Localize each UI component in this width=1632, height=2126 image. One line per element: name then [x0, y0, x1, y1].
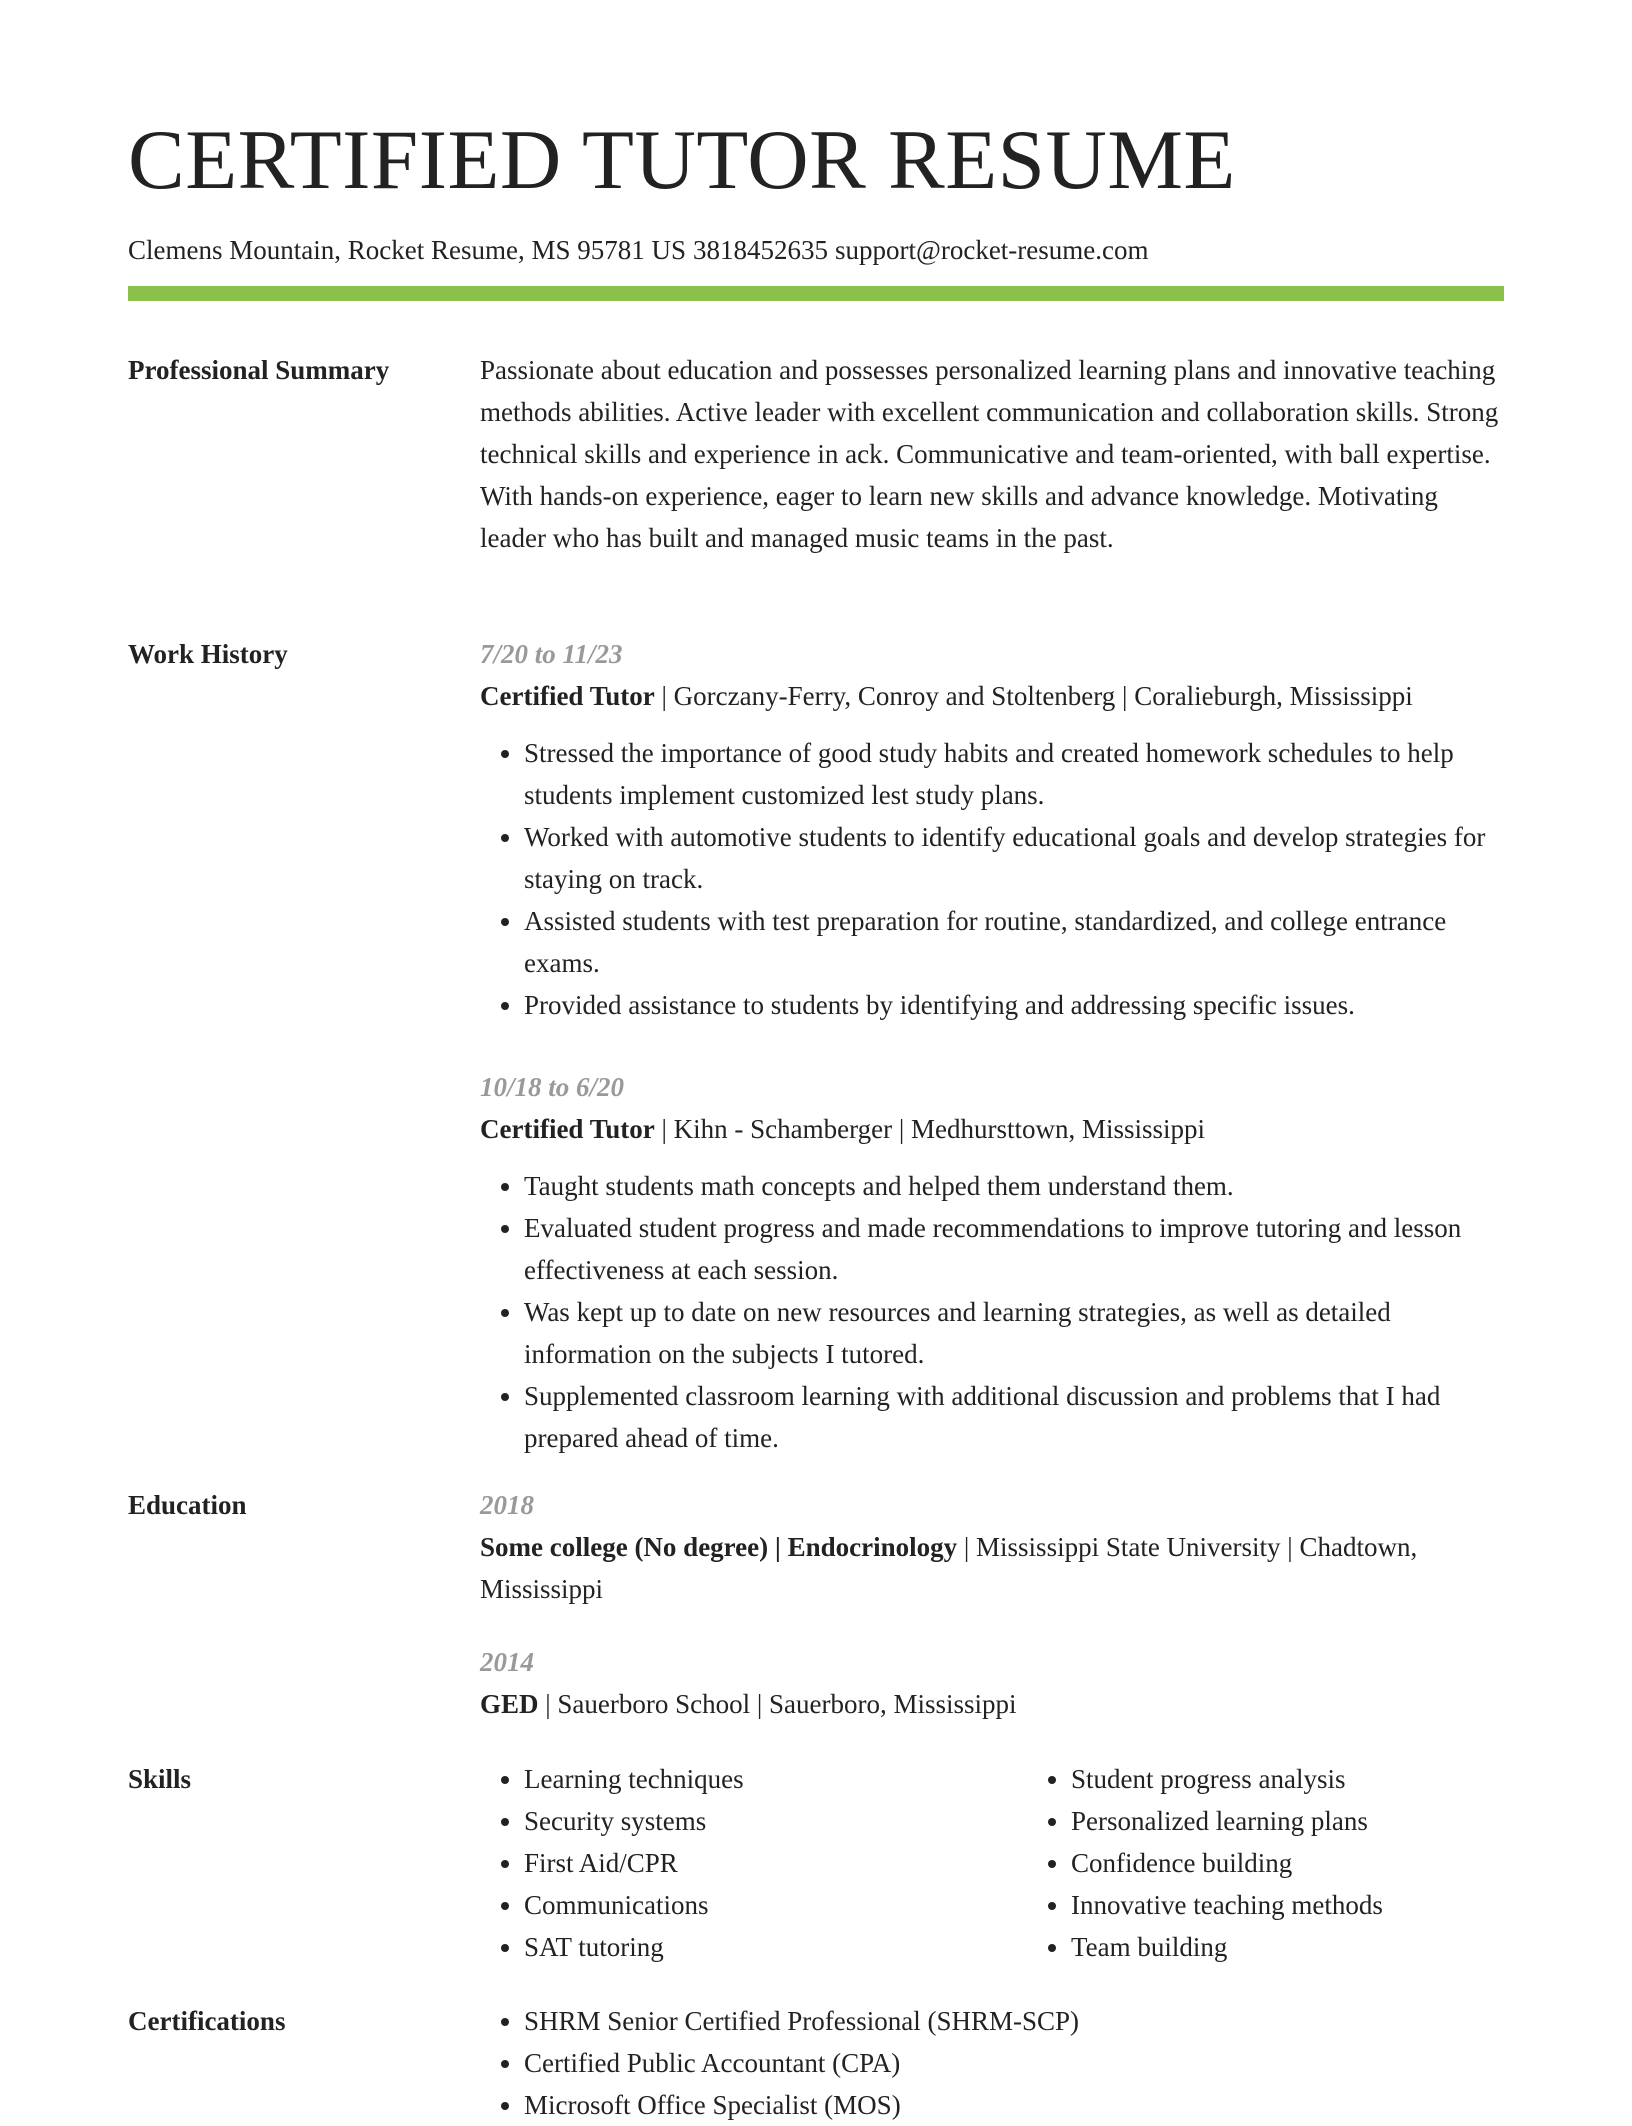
job-details: | Kihn - Schamberger | Medhursttown, Mississippi — [654, 1114, 1206, 1144]
skill-item: • Learning techniques — [524, 1758, 984, 1800]
certifications-list — [480, 2000, 1504, 2126]
education-year: 2018 — [480, 1490, 534, 1520]
job-bullet: • Evaluated student progress and made recommendations to improve tutoring and lesson effectiveness at each session. — [524, 1207, 1504, 1291]
education-year: 2014 — [480, 1647, 534, 1677]
skills-columns — [480, 1758, 1504, 1968]
skill-item: • First Aid/CPR — [524, 1842, 984, 1884]
contact-phone: 3818452635 — [692, 235, 828, 265]
job-bullets — [480, 732, 1504, 1026]
job-bullet: • Assisted students with test preparation for routine, standardized, and college entrance exams. — [524, 900, 1504, 984]
education-heading — [480, 1526, 1504, 1610]
section-label-education: Education — [128, 1490, 247, 1520]
education-details: | Mississippi State University | Chadtown, Mississippi — [480, 1532, 1418, 1604]
certification-item: • Microsoft Office Specialist (MOS) — [524, 2084, 1504, 2126]
certification-item: • Certified Public Accountant (CPA) — [524, 2042, 1504, 2084]
header-divider — [128, 286, 1504, 301]
education-degree: Some college (No degree) | Endocrinology — [480, 1532, 958, 1562]
skill-item: • Team building — [1071, 1926, 1571, 1968]
section-label-summary: Professional Summary — [128, 355, 390, 385]
skill-item: • SAT tutoring — [524, 1926, 984, 1968]
job-heading — [480, 1108, 1504, 1150]
skill-item: • Innovative teaching methods — [1071, 1884, 1571, 1926]
work-history-body — [480, 633, 1504, 1459]
skills-list-left — [480, 1758, 984, 1968]
section-label-work-history: Work History — [128, 639, 288, 669]
summary-text: Passionate about education and possesses personalized learning plans and innovative teaching methods abilities. Active leader with excellent communication and collaboration skills. Strong technical skills and experience in ack. Communicative and team-oriented, with ball expertise. With hands-on experience, eager to learn new skills and advance knowledge. Motivating leader who has built and managed music teams in the past. — [480, 355, 1499, 553]
section-label-certifications: Certifications — [128, 2006, 286, 2036]
job-dates: 7/20 to 11/23 — [480, 639, 623, 669]
certifications-body — [480, 2000, 1504, 2126]
job-bullet: • Provided assistance to students by identifying and addressing specific issues. — [524, 984, 1504, 1026]
skill-item: • Security systems — [524, 1800, 984, 1842]
job-bullet: • Taught students math concepts and helped them understand them. — [524, 1165, 1504, 1207]
skills-list-right — [1027, 1758, 1571, 1968]
education-entry — [480, 1484, 1504, 1610]
job-bullet: • Was kept up to date on new resources and learning strategies, as well as detailed information on the subjects I tutored. — [524, 1291, 1504, 1375]
job-bullet: • Worked with automotive students to identify educational goals and develop strategies for staying on track. — [524, 816, 1504, 900]
job-title: Certified Tutor — [480, 1114, 655, 1144]
job-entry — [480, 1066, 1504, 1459]
job-bullets — [480, 1165, 1504, 1459]
certification-item: • SHRM Senior Certified Professional (SHRM-SCP) — [524, 2000, 1504, 2042]
job-bullet: • Supplemented classroom learning with additional discussion and problems that I had prepared ahead of time. — [524, 1375, 1504, 1459]
education-degree: GED — [480, 1689, 539, 1719]
education-body — [480, 1484, 1504, 1725]
skill-item: • Communications — [524, 1884, 984, 1926]
skill-item: • Student progress analysis — [1071, 1758, 1571, 1800]
job-heading — [480, 675, 1504, 717]
education-details: | Sauerboro School | Sauerboro, Mississippi — [538, 1689, 1017, 1719]
job-dates: 10/18 to 6/20 — [480, 1072, 625, 1102]
education-heading — [480, 1683, 1504, 1725]
education-entry — [480, 1641, 1504, 1725]
job-title: Certified Tutor — [480, 681, 655, 711]
resume-title: CERTIFIED TUTOR RESUME — [128, 113, 1236, 207]
job-entry — [480, 633, 1504, 1026]
skill-item: • Personalized learning plans — [1071, 1800, 1571, 1842]
contact-address: Clemens Mountain, Rocket Resume, MS 95781 US — [128, 235, 686, 265]
job-bullet: • Stressed the importance of good study habits and created homework schedules to help students implement customized lest study plans. — [524, 732, 1504, 816]
summary-body — [480, 349, 1504, 559]
contact-line — [128, 232, 1149, 268]
skills-body — [480, 1758, 1504, 1968]
job-details: | Gorczany-Ferry, Conroy and Stoltenberg | Coralieburgh, Mississippi — [654, 681, 1413, 711]
skill-item: • Confidence building — [1071, 1842, 1571, 1884]
section-label-skills: Skills — [128, 1764, 192, 1794]
contact-email: support@rocket-resume.com — [834, 235, 1149, 265]
